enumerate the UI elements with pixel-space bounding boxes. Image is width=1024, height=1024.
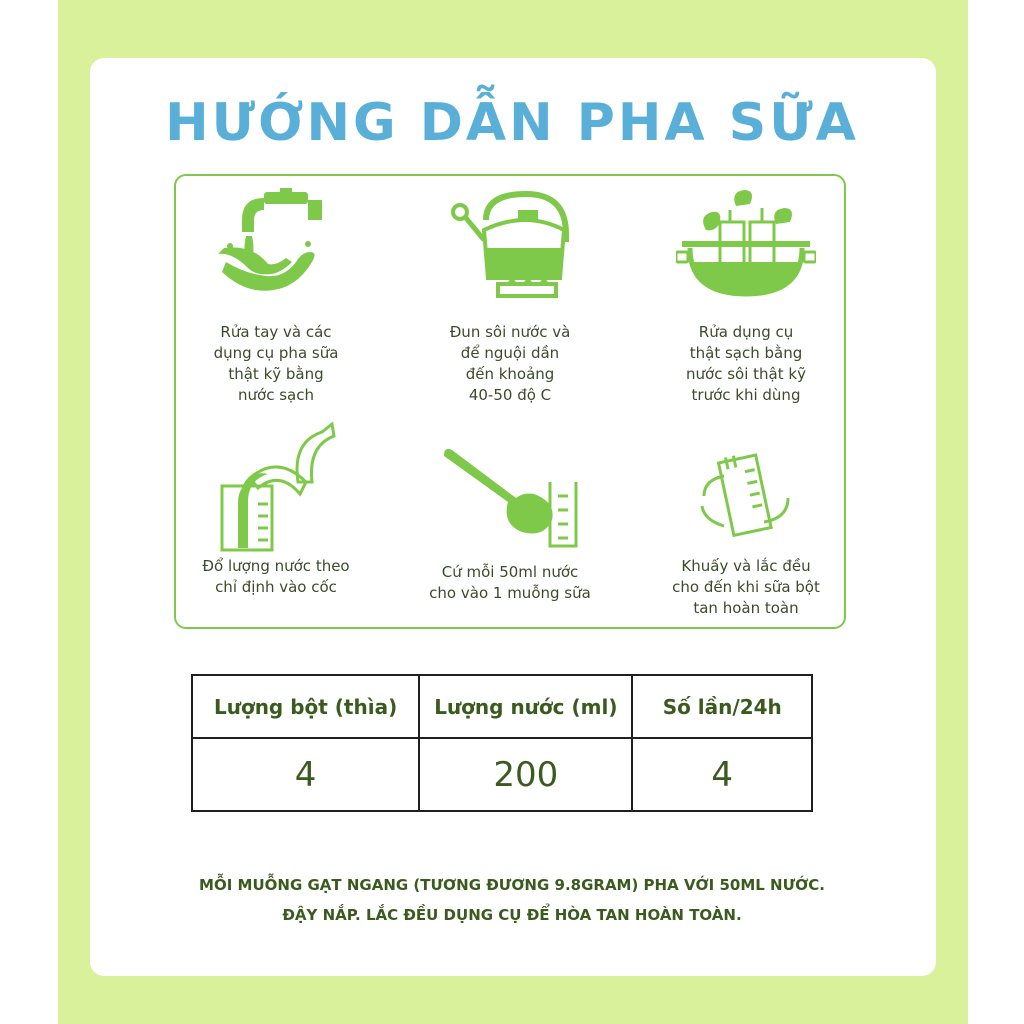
table-header-powder: Lượng bột (thìa) [192,675,419,738]
table-cell-water: 200 [419,738,632,811]
step-text: Đun sôi nước và để nguội dần đến khoảng 40-50 độ C [449,323,571,404]
table-cell-powder: 4 [192,738,419,811]
step-text: Rửa dụng cụ thật sạch bằng nước sôi thật kỹ trước khi dùng [686,323,806,404]
kettle-icon [446,186,576,301]
page-title: HƯỚNG DẪN PHA SỮA [165,93,859,153]
table-header-times: Số lần/24h [632,675,812,738]
sterilize-pot-icon [676,186,816,301]
step-text: Khuấy và lắc đều cho đến khi sữa bột tan hoàn toàn [672,557,820,617]
step-text: Rửa tay và các dụng cụ pha sữa thật kỹ bằng nước sạch [213,323,339,404]
note-line-2: ĐẬY NẮP. LẮC ĐỀU DỤNG CỤ ĐỂ HÒA TAN HOÀN TOÀN. [282,906,742,924]
steps-panel [174,174,846,629]
step-text: Đổ lượng nước theo chỉ định vào cốc [202,557,350,596]
table-header-row [192,675,812,738]
step-text: Cứ mỗi 50ml nước cho vào 1 muỗng sữa [429,563,591,602]
scoop-icon [440,436,580,556]
shake-icon [696,446,796,546]
wash-hands-icon [212,186,342,301]
pour-water-icon [212,422,342,552]
ratio-table [191,674,813,812]
instruction-note [0,870,1024,930]
table-header-water: Lượng nước (ml) [419,675,632,738]
note-line-1: MỖI MUỖNG GẠT NGANG (TƯƠNG ĐƯƠNG 9.8GRAM) PHA VỚI 50ML NƯỚC. [199,876,825,894]
table-cell-times: 4 [632,738,812,811]
table-row [192,738,812,811]
